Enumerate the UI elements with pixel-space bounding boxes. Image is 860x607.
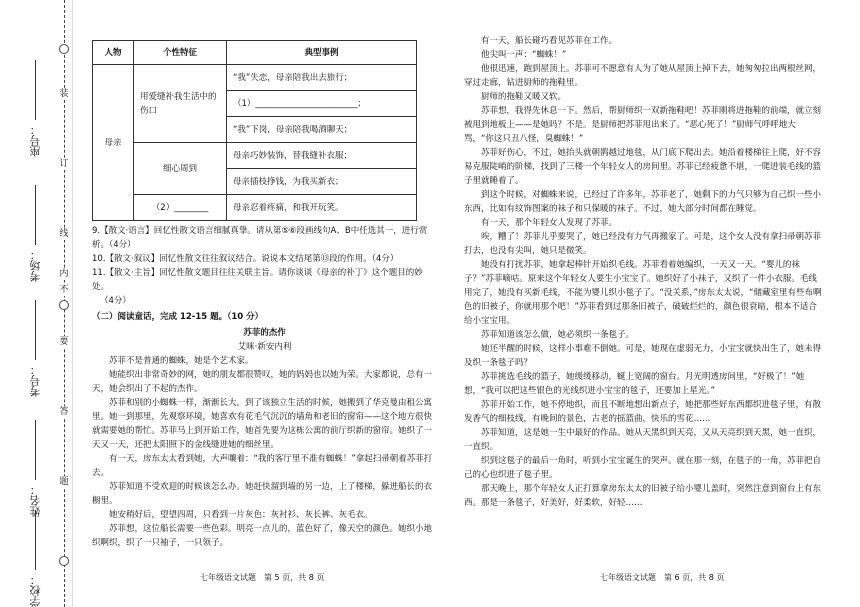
paragraph: 有一天，房东太太看到她，大声嚷着：“我的客厅里不准有蜘蛛！”拿起扫帚朝着苏菲打去。 <box>92 454 433 478</box>
page-5 <box>92 40 437 550</box>
exam-room-field[interactable]: 考场： <box>28 185 44 282</box>
paragraph: 苏菲知道该怎么做，她必须织一条毯子。 <box>481 330 635 340</box>
table-row <box>93 65 417 91</box>
person-cell: 母亲 <box>93 65 134 221</box>
exam-number-field[interactable]: 考号： <box>28 300 44 397</box>
binding-word: 不 <box>59 285 69 295</box>
table-header: 人物 <box>93 41 134 65</box>
table-header-row <box>93 41 417 65</box>
question-11-score: （4分） <box>100 296 131 306</box>
paragraph: 她还半醒的时候，这样小事难不倒她。可是，她现在虚弱无力，小宝宝就快出生了，她未得及织一条毯子吗？ <box>464 344 822 368</box>
paragraph: 他很迅速，跑到屋顶上。苏菲可不愿意有人为了她从屋顶上掉下去，她匆匆拉出两根丝网，穿过走廊，钻进厨师的拖鞋里。 <box>464 64 822 88</box>
table-row <box>93 195 417 221</box>
paragraph: 厨师的拖鞋又暖又软。 <box>481 92 567 102</box>
example-cell: “我”失恋，母亲陪我出去旅行； <box>227 65 417 91</box>
binding-word: 要 <box>59 337 69 347</box>
paragraph: 苏菲不是普通的蜘蛛，她是个艺术家。 <box>109 356 254 366</box>
paragraph: 那天晚上，那个年轻女人正打算拿房东太太的旧被子给小婴儿盖时，突然注意到窗台上有东西。那是一条毯子，好美好，好柔软，好轻…… <box>464 484 822 508</box>
page-footer-right: 七年级语文试题 第 6 页，共 8 页 <box>600 573 725 582</box>
table-header: 个性特征 <box>134 41 227 65</box>
paragraph: 苏菲想，我得先休息一下。然后，帮厨师织一双新拖鞋吧！苏菲刚将进拖鞋的前端，就立刻被甩到地板上——是她吗？不是。是厨师把苏菲甩出来了。“恶心死了！”厨师气呼呼地大骂，“你这只丑八怪，臭蜘蛛！” <box>464 106 822 144</box>
trait-blank-cell[interactable]: （2）________ <box>134 195 227 221</box>
question-10: 10.【散文·叙议】回忆性散文往往叙议结合。说说本文结尾第⑬段的作用。（4分） <box>92 254 399 264</box>
binding-line <box>72 0 73 607</box>
binding-word: 线 <box>59 229 69 239</box>
example-cell: “我”下岗，母亲陪我喝酒聊天； <box>227 117 417 143</box>
paragraph: 苏菲好伤心，不过，她抬头就朝鹊越过地毯，从门底下爬出去。她沿着楼梯往上爬，好不容易克服陡峭的阶梯，找到了三楼一个年轻女人的房间里。苏菲已经疲惫不堪，一爬进装毛线的篮子里就睡着了。 <box>464 148 822 186</box>
table-header: 典型事例 <box>227 41 417 65</box>
name-field[interactable]: 姓名： <box>28 420 44 517</box>
binding-hole <box>59 300 69 310</box>
table-row <box>93 143 417 169</box>
paragraph: 他尖叫一声：“蜘蛛！” <box>481 50 567 60</box>
paragraph: 苏菲开始工作，她不停地织，而且不断地想出新点子，她把那些好东西都织进毯子里，有散发香气的细枝线，有晚间的景色，古老的摇篮曲，快乐的雪花…… <box>464 400 822 424</box>
example-cell: 母亲巧妙装饰，替我缝补衣服； <box>227 143 417 169</box>
school-field[interactable]: 学校： <box>28 510 44 607</box>
story-author: 艾咪·新安内利 <box>237 342 292 352</box>
binding-word: 题 <box>59 477 69 487</box>
trait-table <box>92 40 417 221</box>
paragraph: 苏菲知道不受欢迎的时候该怎么办。她赶快溜到墙的另一边，上了楼梯，躲进船长的衣橱里。 <box>92 482 433 506</box>
binding-hole <box>59 556 69 566</box>
question-9: 9.【散文·语言】回忆性散文语言细腻真挚。请从第⑤⑥段画线句A、B中任选其一，进行赏析。（4分） <box>92 226 428 250</box>
question-11: 11.【散文·主旨】回忆性散文题目往往关联主旨。请你谈谈《母亲的补丁》这个题目的妙处。 <box>92 268 423 292</box>
page-6 <box>464 34 824 510</box>
trait-cell: 细心周到 <box>134 143 227 195</box>
paragraph: 苏菲想，这位船长需要一些色彩。明亮一点儿的，蓝色好了，像天空的颜色。她织小地织啊织，织了一只袖子，一只领子。 <box>92 524 433 548</box>
paragraph: 唉，糟了！苏菲儿乎要哭了，她已经没有力气再搬家了。可是，这个女人没有拿扫帚朝苏菲打去，也没有尖叫，她只是微笑。 <box>464 232 822 256</box>
paragraph: 苏菲知道，这是她一生中最好的作品。她从天黑织到天亮，又从天亮织到天黑，她一直织，一直织。 <box>464 428 822 452</box>
binding-word: 订 <box>59 159 69 169</box>
trait-cell: 用爱缝补我生活中的伤口 <box>134 65 227 143</box>
binding-word: 装 <box>59 89 69 99</box>
paragraph: 她没有打扰苏菲，她拿起棒针开始织毛线。苏菲看着她编织，一天又一天。“婴儿的袜子？”苏菲嘀咕。原来这个年轻女人要生小宝宝了。她织好了小袜子，又织了一件小衣服。毛线用完了，她没有买新毛线，不能为婴儿织小毯子了。“没关系，”房东太太说，“储藏室里有些布啊色的旧被子，你就用那个吧！”苏菲看到过那条旧被子，破破烂烂的，颜色很衰暗，根本不适合给小宝宝用。 <box>464 260 822 326</box>
section-heading: （二）阅读童话，完成 12-15 题。（10 分） <box>92 312 264 322</box>
paragraph: 苏菲挑选毛线的篮子，她缓缓移动，蜒上宽阔的窗台。月光明透房间里，“好极了！”她想，“我可以把这些银色的光线织进小宝宝的毯子，还要加上星光。” <box>464 372 805 396</box>
binding-hole <box>59 44 69 54</box>
binding-word: 内 <box>59 269 69 279</box>
seat-number-field[interactable]: 座号： <box>28 60 44 157</box>
paragraph: 有一天，船长碰巧看见苏菲在工作。 <box>481 36 618 46</box>
paragraph: 苏菲和别的小蜘蛛一样，渐渐长大，到了该独立生活的时候，她搬到了华克曼由租公寓里。她一到那里，先观察环境，她喜欢有花毛气沉沉的墙角和老旧的窗帘——这个地方很快就需要她的帮忙。苏菲马上到开始工作，她首先要为这栋公寓的前厅织新的窗帘。她织了一天又一天，还把太阳照下的金线缝进她的细丝里。 <box>92 398 433 450</box>
page-footer-left: 七年级语文试题 第 5 页，共 8 页 <box>200 573 325 582</box>
paragraph: 织到这毯子的最后一角时，听到小宝宝诞生的哭声。就在那一刻，在毯子的一角，苏菲把自己的心也织进了毯子里。 <box>464 456 822 480</box>
paragraph: 到这个时候，对蜘蛛来说，已经过了许多年，苏菲老了，她剩下的力气只够为自己织一些小东西，比如有纹饰图案的袜子和只保暖的袜子。不过，她大部分时间都在睡觉。 <box>464 190 822 214</box>
binding-margin <box>0 0 78 607</box>
binding-word: 答 <box>59 407 69 417</box>
example-cell: 母亲忍着疼痛，和我开玩笑。 <box>227 195 417 221</box>
paragraph: 她安稍好后，望望四周，只看到一片灰色：灰衬衫、灰长裤、灰毛衣。 <box>109 510 373 520</box>
paragraph: 她能织出非常奇妙的网，她的朋友都很赞叹，她的妈妈也以她为荣。大家都说，总有一天，她会织出了不起的杰作。 <box>92 370 433 394</box>
example-blank-cell[interactable]: （1）________________________； <box>227 91 417 117</box>
paragraph: 有一天，那个年轻女人发现了苏菲。 <box>481 218 618 228</box>
story-title: 苏菲的杰作 <box>243 328 286 338</box>
example-cell: 母亲插枝挣钱，为我买新衣； <box>227 169 417 195</box>
